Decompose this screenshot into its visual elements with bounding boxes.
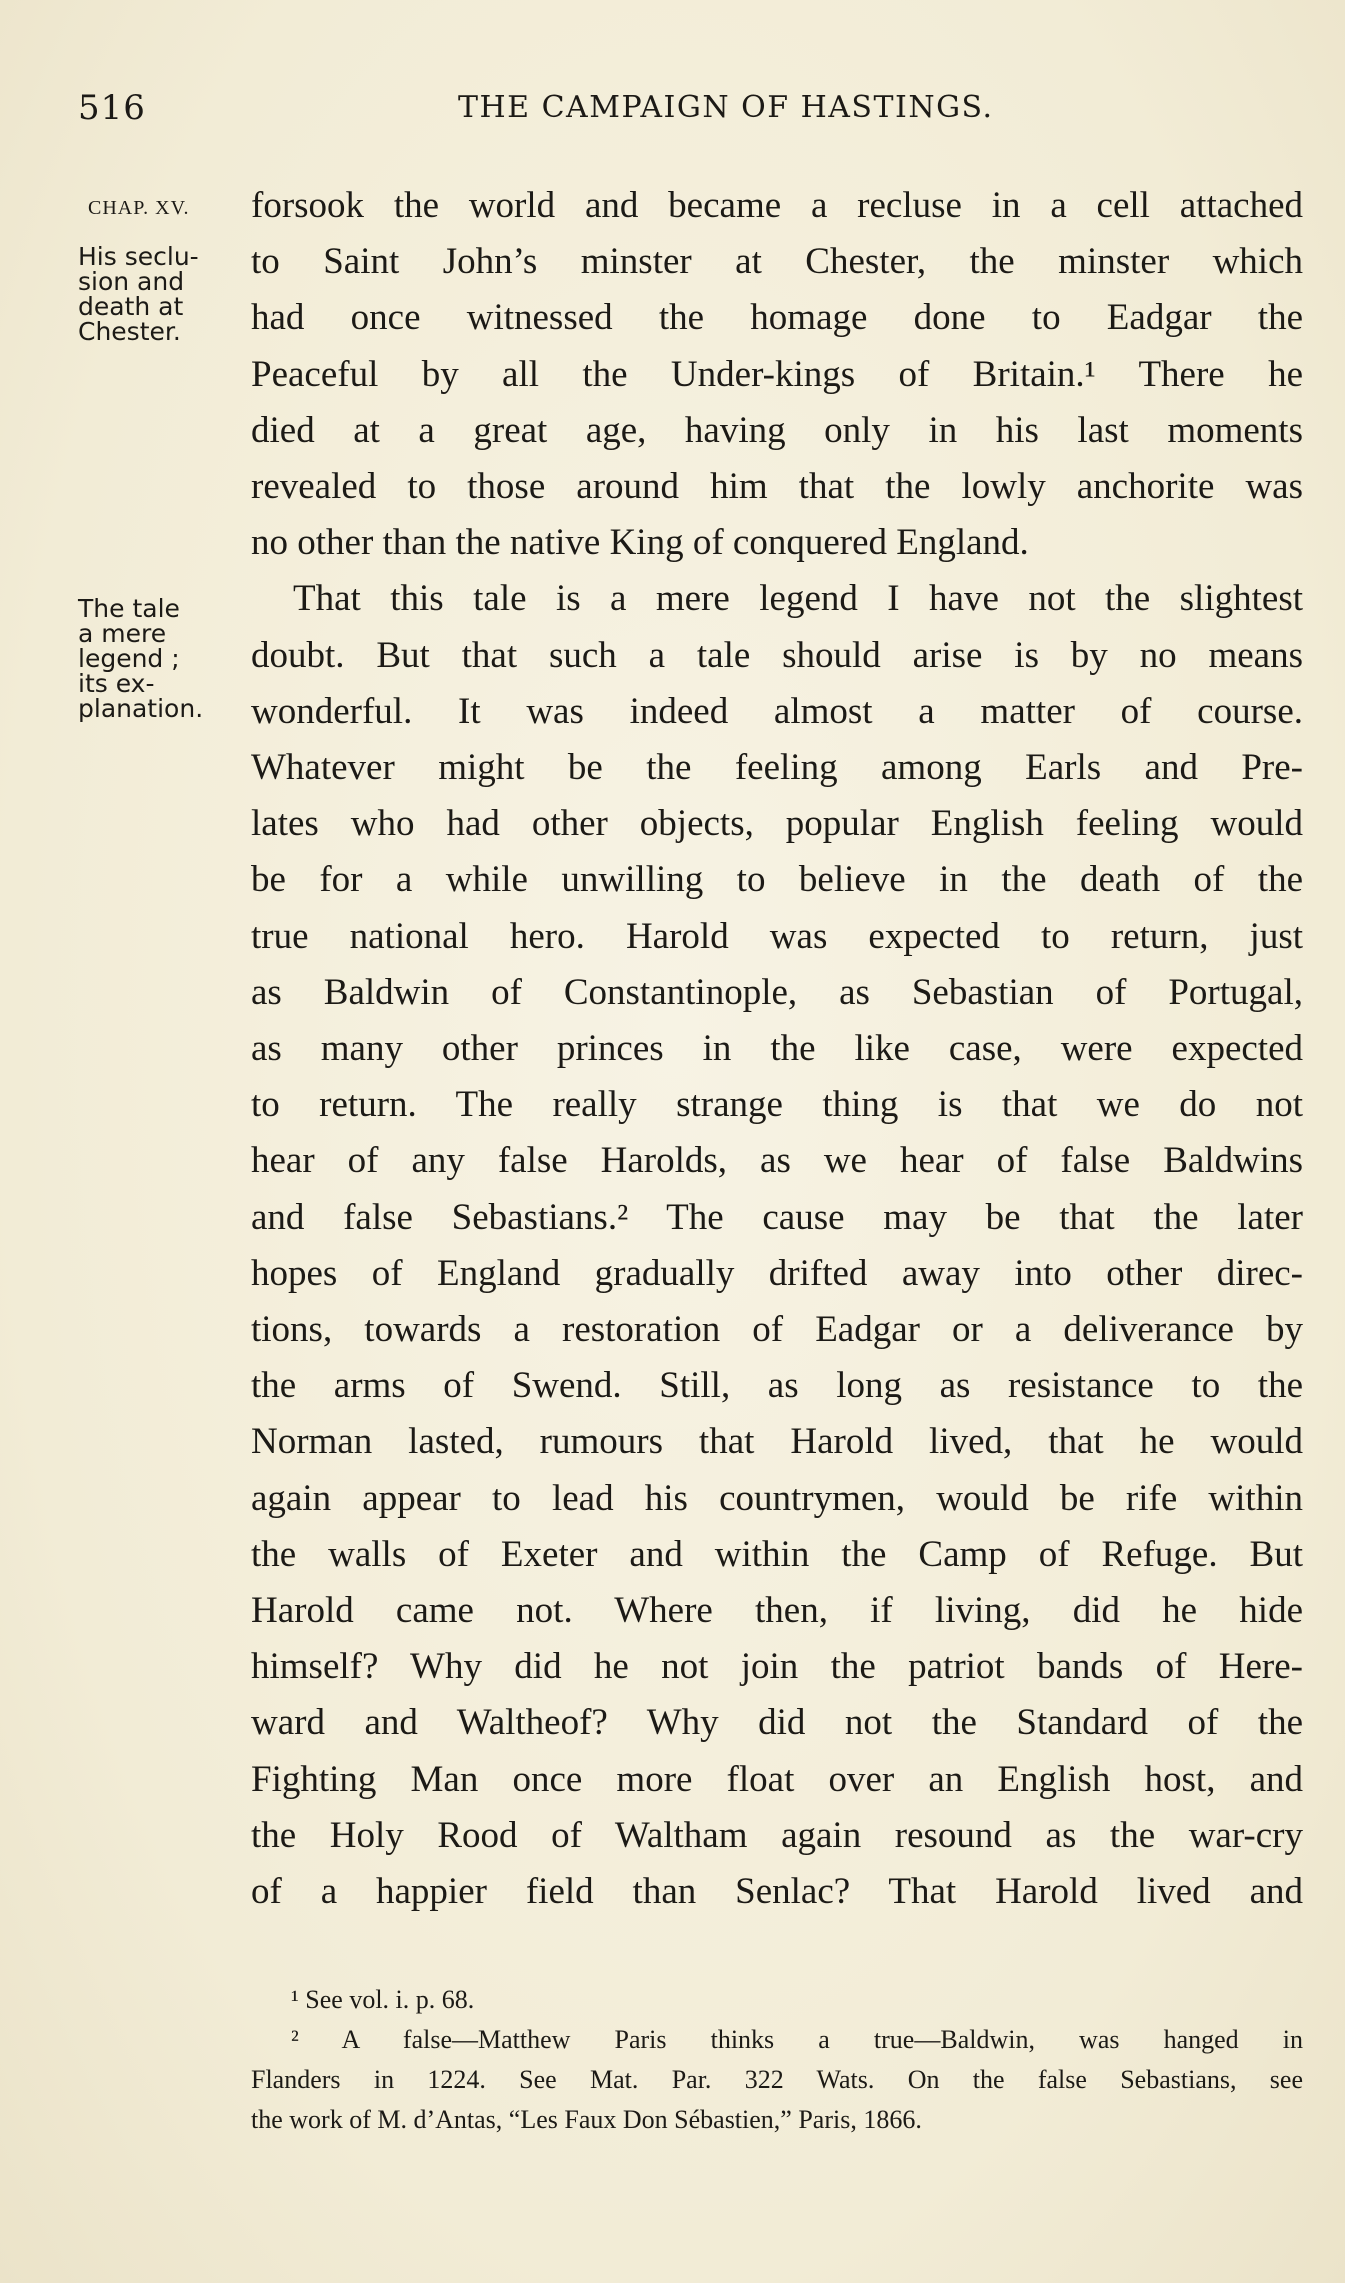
text-line: had once witnessed the homage done to Eadgar the xyxy=(251,297,1303,339)
margin-note-legend: The tale a mere legend ; its ex- planation. xyxy=(78,594,204,723)
text-line: Norman lasted, rumours that Harold lived, that he would xyxy=(251,1421,1303,1463)
text-line: wonderful. It was indeed almost a matter of course. xyxy=(251,690,1303,732)
text-line: revealed to those around him that the lowly anchorite was xyxy=(251,466,1303,508)
text-line: to Saint John’s minster at Chester, the minster which xyxy=(251,241,1303,283)
body-text xyxy=(251,178,1303,1920)
margin-note-seclusion: His seclu- sion and death at Chester. xyxy=(78,242,199,346)
footnote-1: ¹ See vol. i. p. 68. xyxy=(291,1985,475,2014)
text-line: That this tale is a mere legend I have not the slightest xyxy=(293,578,1303,620)
text-line: lates who had other objects, popular English feeling would xyxy=(251,803,1303,845)
text-line: doubt. But that such a tale should arise is by no means xyxy=(251,634,1303,676)
text-line: and false Sebastians.² The cause may be that the later xyxy=(251,1196,1303,1238)
text-line: as Baldwin of Constantinople, as Sebastian of Portugal, xyxy=(251,971,1303,1013)
text-line: no other than the native King of conquered England. xyxy=(251,522,1029,564)
text-line: himself? Why did he not join the patriot bands of Here- xyxy=(251,1646,1303,1688)
chapter-label: CHAP. XV. xyxy=(88,197,190,219)
text-line: forsook the world and became a recluse in a cell attached xyxy=(251,185,1303,226)
footnote-2-line: Flanders in 1224. See Mat. Par. 322 Wats. On the false Sebastians, see xyxy=(251,2065,1303,2094)
footnote-2-line: the work of M. d’Antas, “Les Faux Don Sébastien,” Paris, 1866. xyxy=(251,2105,922,2134)
text-line: Whatever might be the feeling among Earls and Pre- xyxy=(251,747,1303,789)
text-line: hopes of England gradually drifted away into other direc- xyxy=(251,1252,1303,1294)
text-line: the arms of Swend. Still, as long as resistance to the xyxy=(251,1365,1303,1407)
text-line: true national hero. Harold was expected to return, just xyxy=(251,915,1303,957)
page-header xyxy=(78,88,1303,138)
text-line: be for a while unwilling to believe in the death of the xyxy=(251,859,1303,901)
text-line: ward and Waltheof? Why did not the Standard of the xyxy=(251,1702,1303,1744)
text-line: Harold came not. Where then, if living, did he hide xyxy=(251,1590,1303,1632)
text-line: again appear to lead his countrymen, would be rife within xyxy=(251,1477,1303,1519)
text-line: the walls of Exeter and within the Camp of Refuge. But xyxy=(251,1533,1303,1575)
running-title: THE CAMPAIGN OF HASTINGS. xyxy=(458,90,994,125)
footnote-2-line: ² A false—Matthew Paris thinks a true—Baldwin, was hanged in xyxy=(291,2025,1303,2054)
text-line: Peaceful by all the Under-kings of Britain.¹ There he xyxy=(251,353,1303,395)
footnotes xyxy=(251,1980,1303,2140)
text-line: to return. The really strange thing is that we do not xyxy=(251,1084,1303,1126)
text-line: died at a great age, having only in his last moments xyxy=(251,409,1303,451)
text-line: as many other princes in the like case, were expected xyxy=(251,1028,1303,1070)
text-line: tions, towards a restoration of Eadgar or a deliverance by xyxy=(251,1309,1303,1351)
text-line: Fighting Man once more float over an English host, and xyxy=(251,1758,1303,1800)
page-number: 516 xyxy=(78,88,146,128)
text-line: hear of any false Harolds, as we hear of false Baldwins xyxy=(251,1140,1303,1182)
text-line: of a happier field than Senlac? That Harold lived and xyxy=(251,1871,1303,1913)
text-line: the Holy Rood of Waltham again resound as the war-cry xyxy=(251,1814,1303,1856)
